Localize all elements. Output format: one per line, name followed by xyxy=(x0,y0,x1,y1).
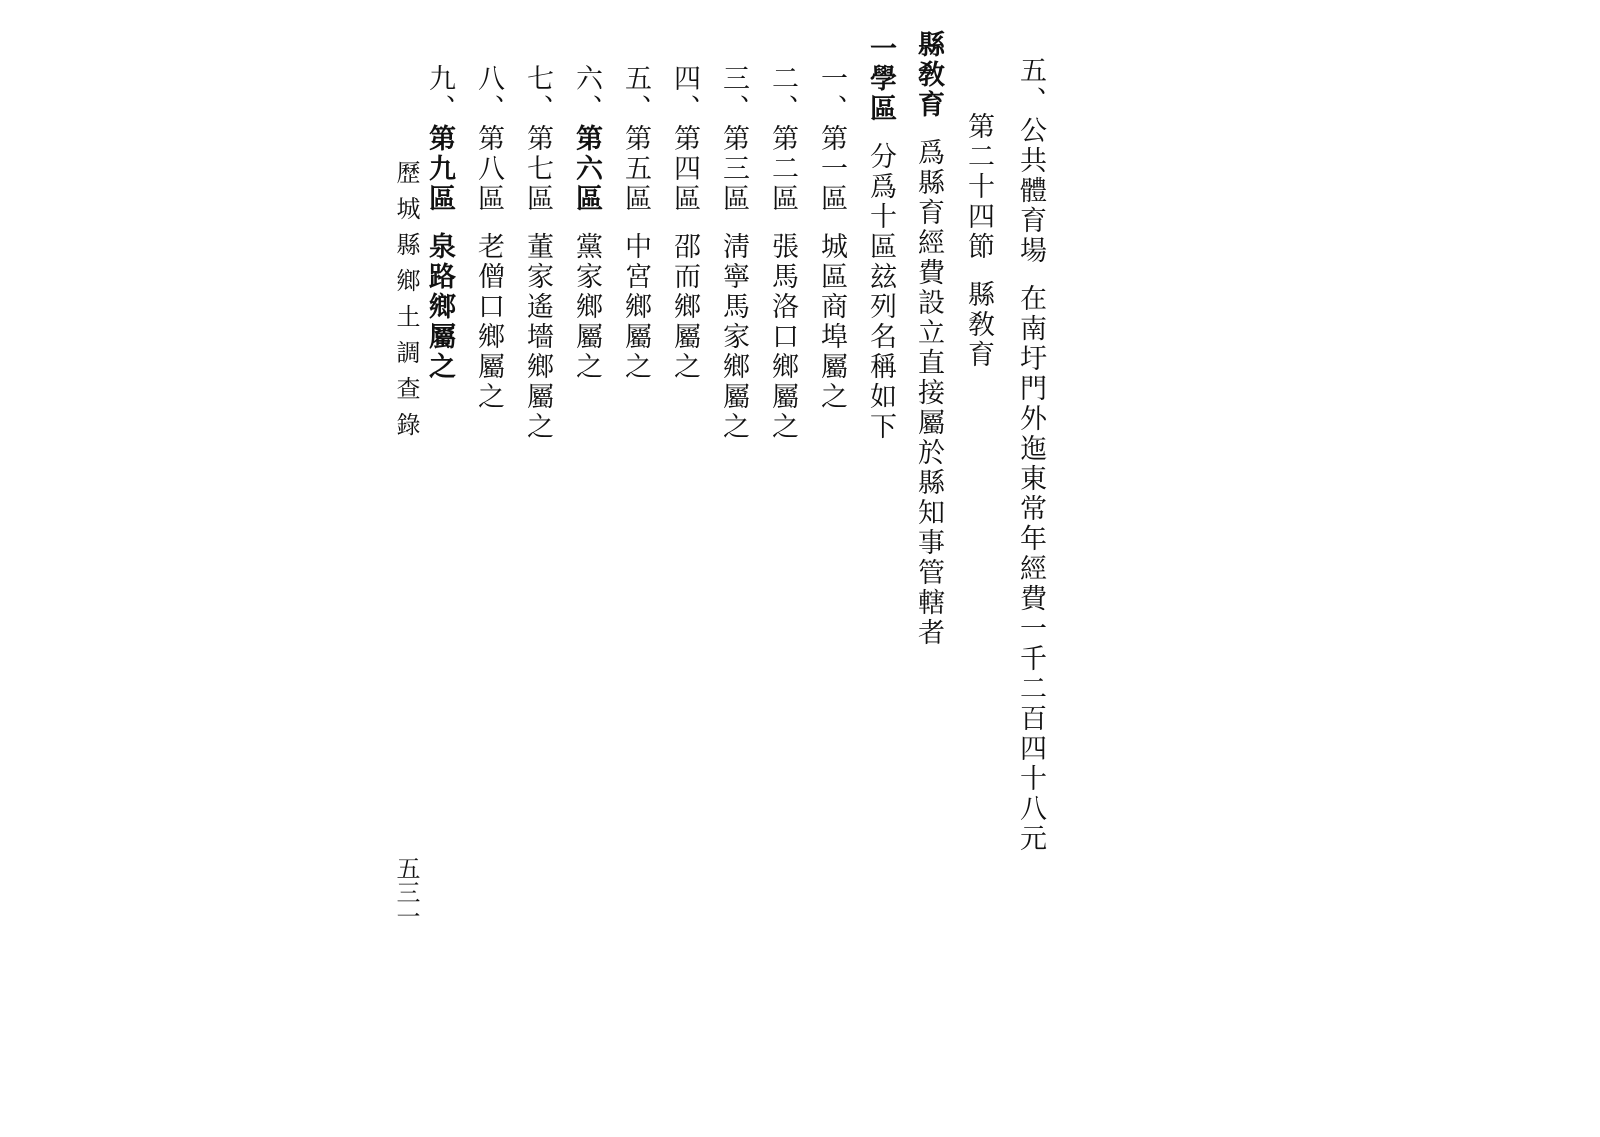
section-heading xyxy=(962,112,994,370)
district-desc: 淸寧馬家鄉屬之 xyxy=(718,232,749,442)
district-desc: 董家遙墻鄉屬之 xyxy=(522,232,553,442)
district-desc: 中宮鄉屬之 xyxy=(620,232,651,382)
district-item xyxy=(570,64,602,382)
section-number: 第二十四節 xyxy=(963,112,994,262)
district-name: 第七區 xyxy=(522,124,553,214)
district-number: 八、 xyxy=(473,64,504,124)
item5-text: 在南圩門外迤東常年經費一千二百四十八元 xyxy=(1015,284,1046,854)
district-item xyxy=(423,64,455,382)
district-number: 六、 xyxy=(571,64,602,124)
county-education-text: 爲縣育經費設立直接屬於縣知事管轄者 xyxy=(913,138,944,648)
school-districts-column xyxy=(864,34,896,442)
district-name: 第八區 xyxy=(473,124,504,214)
district-desc: 張馬洛口鄉屬之 xyxy=(767,232,798,442)
school-districts-label: 一學區 xyxy=(865,34,896,124)
district-number: 一、 xyxy=(816,64,847,124)
district-item xyxy=(815,64,847,412)
district-item xyxy=(668,64,700,382)
district-name: 第五區 xyxy=(620,124,651,214)
district-number: 三、 xyxy=(718,64,749,124)
district-name: 第九區 xyxy=(424,124,455,214)
section-title: 縣敎育 xyxy=(963,280,994,370)
district-desc: 邵而鄉屬之 xyxy=(669,232,700,382)
county-education-label: 縣敎育 xyxy=(913,30,944,120)
school-districts-text: 分爲十區玆列名稱如下 xyxy=(865,142,896,442)
district-item xyxy=(717,64,749,442)
district-name: 第六區 xyxy=(571,124,602,214)
district-desc: 黨家鄉屬之 xyxy=(571,232,602,382)
district-number: 七、 xyxy=(522,64,553,124)
district-name: 第二區 xyxy=(767,124,798,214)
district-number: 二、 xyxy=(767,64,798,124)
district-item xyxy=(619,64,651,382)
page-number: 五三一 xyxy=(392,856,420,928)
book-title: 歷城縣鄉土調查錄 xyxy=(392,160,420,448)
district-number: 九、 xyxy=(424,64,455,124)
district-desc: 城區商埠屬之 xyxy=(816,232,847,412)
district-desc: 老僧口鄉屬之 xyxy=(473,232,504,412)
item5-column xyxy=(1014,56,1046,854)
district-name: 第四區 xyxy=(669,124,700,214)
district-item xyxy=(472,64,504,412)
district-item xyxy=(521,64,553,442)
district-desc: 泉路鄉屬之 xyxy=(424,232,455,382)
district-name: 第一區 xyxy=(816,124,847,214)
district-number: 四、 xyxy=(669,64,700,124)
county-education-column xyxy=(912,30,944,648)
district-item xyxy=(766,64,798,442)
district-name: 第三區 xyxy=(718,124,749,214)
item5-label: 五、公共體育場 xyxy=(1015,56,1046,266)
district-number: 五、 xyxy=(620,64,651,124)
